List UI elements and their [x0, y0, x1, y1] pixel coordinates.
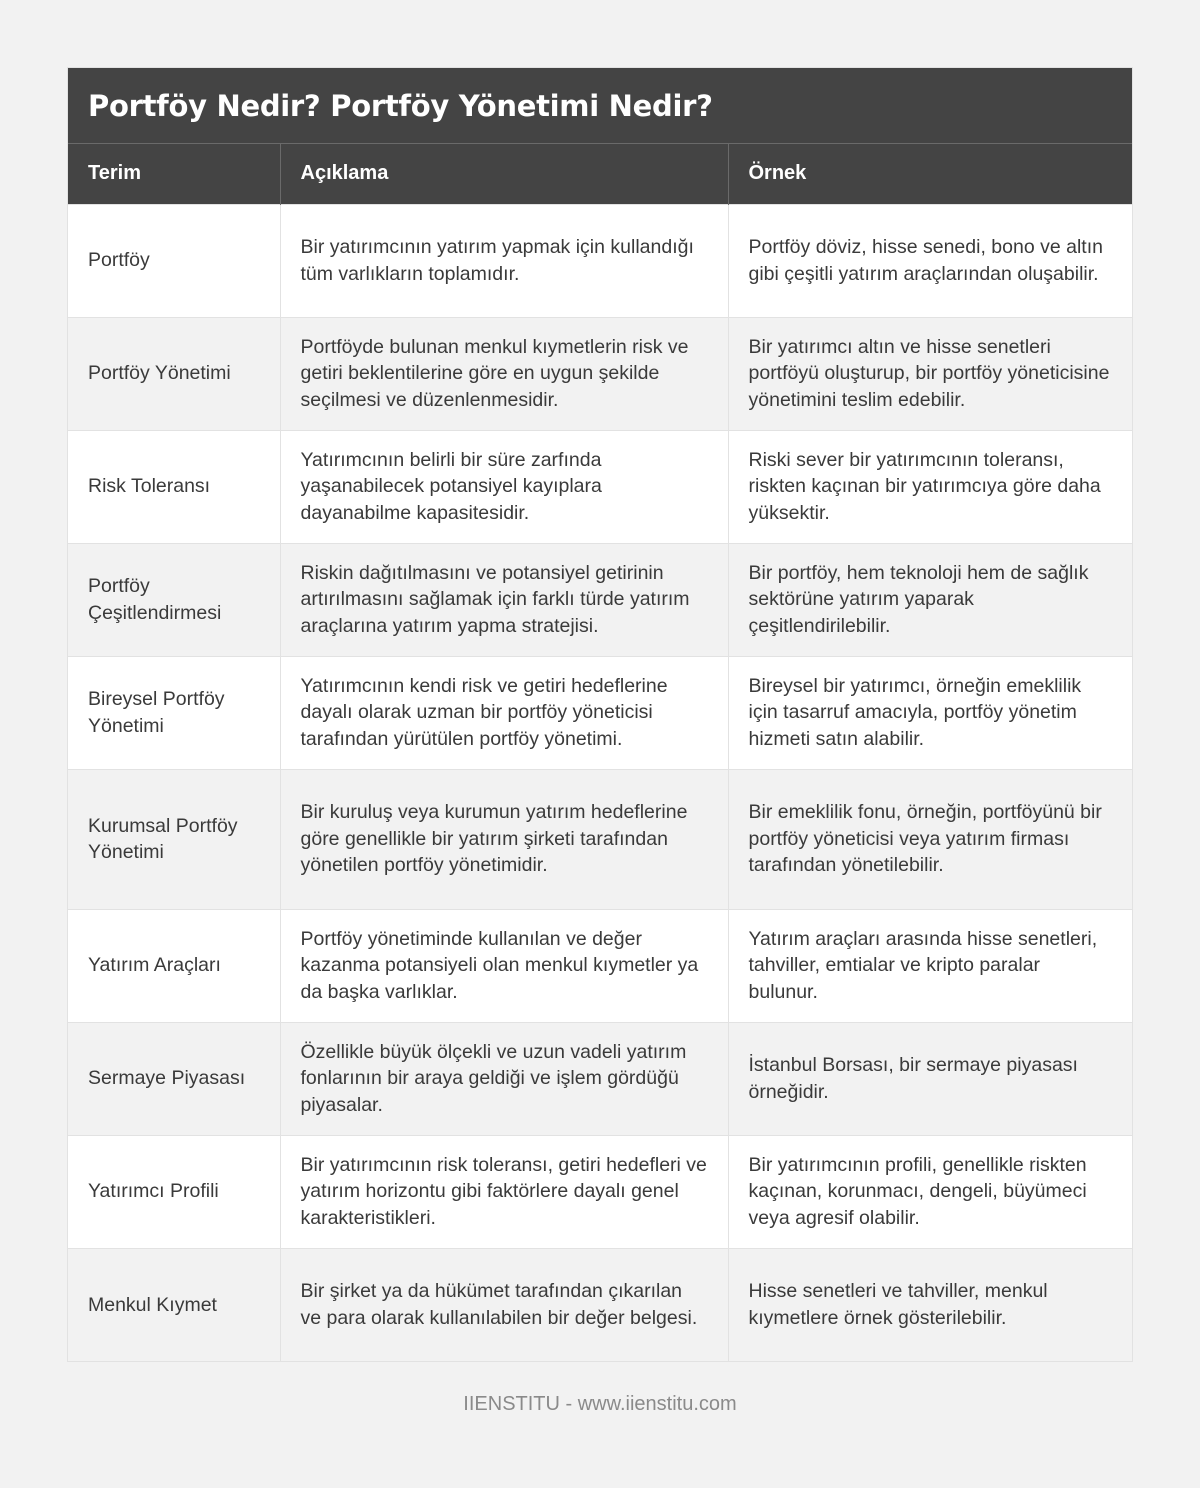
- example-cell: Bir yatırımcının profili, genellikle riskten kaçınan, korunmacı, dengeli, büyümeci veya agresif olabilir.: [728, 1135, 1132, 1248]
- table-row: [68, 656, 1132, 769]
- glossary-table: [68, 144, 1132, 1361]
- term-cell: Portföy Çeşitlendirmesi: [68, 543, 280, 656]
- column-header-example: Örnek: [728, 144, 1132, 204]
- description-cell: Bir yatırımcının risk toleransı, getiri hedefleri ve yatırım horizontu gibi faktörlere dayalı genel karakteristikleri.: [280, 1135, 728, 1248]
- example-cell: İstanbul Borsası, bir sermaye piyasası örneğidir.: [728, 1022, 1132, 1135]
- footer-credit: IIENSTITU - www.iienstitu.com: [463, 1393, 737, 1415]
- term-cell: Menkul Kıymet: [68, 1248, 280, 1361]
- description-cell: Yatırımcının kendi risk ve getiri hedeflerine dayalı olarak uzman bir portföy yöneticisi tarafından yürütülen portföy yönetimi.: [280, 656, 728, 769]
- glossary-card: [68, 68, 1132, 1361]
- term-cell: Sermaye Piyasası: [68, 1022, 280, 1135]
- example-cell: Bir portföy, hem teknoloji hem de sağlık sektörüne yatırım yaparak çeşitlendirilebilir.: [728, 543, 1132, 656]
- table-row: [68, 317, 1132, 430]
- column-header-description: Açıklama: [280, 144, 728, 204]
- description-cell: Bir şirket ya da hükümet tarafından çıkarılan ve para olarak kullanılabilen bir değer belgesi.: [280, 1248, 728, 1361]
- table-row: [68, 543, 1132, 656]
- example-cell: Bir yatırımcı altın ve hisse senetleri portföyü oluşturup, bir portföy yöneticisine yönetimini teslim edebilir.: [728, 317, 1132, 430]
- description-cell: Özellikle büyük ölçekli ve uzun vadeli yatırım fonlarının bir araya geldiği ve işlem gördüğü piyasalar.: [280, 1022, 728, 1135]
- description-cell: Portföyde bulunan menkul kıymetlerin risk ve getiri beklentilerine göre en uygun şekilde seçilmesi ve düzenlenmesidir.: [280, 317, 728, 430]
- table-header-row: [68, 144, 1132, 204]
- example-cell: Bireysel bir yatırımcı, örneğin emeklilik için tasarruf amacıyla, portföy yönetim hizmeti satın alabilir.: [728, 656, 1132, 769]
- table-row: [68, 204, 1132, 317]
- table-row: [68, 1022, 1132, 1135]
- example-cell: Bir emeklilik fonu, örneğin, portföyünü bir portföy yöneticisi veya yatırım firması tarafından yönetilebilir.: [728, 769, 1132, 909]
- description-cell: Portföy yönetiminde kullanılan ve değer kazanma potansiyeli olan menkul kıymetler ya da başka varlıklar.: [280, 909, 728, 1022]
- table-row: [68, 1135, 1132, 1248]
- description-cell: Riskin dağıtılmasını ve potansiyel getirinin artırılmasını sağlamak için farklı türde yatırım araçlarına yatırım yapma stratejisi.: [280, 543, 728, 656]
- example-cell: Portföy döviz, hisse senedi, bono ve altın gibi çeşitli yatırım araçlarından oluşabilir.: [728, 204, 1132, 317]
- term-cell: Bireysel Portföy Yönetimi: [68, 656, 280, 769]
- title-bar: [68, 68, 1132, 144]
- term-cell: Kurumsal Portföy Yönetimi: [68, 769, 280, 909]
- term-cell: Yatırım Araçları: [68, 909, 280, 1022]
- table-row: [68, 909, 1132, 1022]
- example-cell: Hisse senetleri ve tahviller, menkul kıymetlere örnek gösterilebilir.: [728, 1248, 1132, 1361]
- term-cell: Risk Toleransı: [68, 430, 280, 543]
- table-row: [68, 1248, 1132, 1361]
- example-cell: Yatırım araçları arasında hisse senetleri, tahviller, emtialar ve kripto paralar bulunur.: [728, 909, 1132, 1022]
- term-cell: Portföy: [68, 204, 280, 317]
- description-cell: Bir yatırımcının yatırım yapmak için kullandığı tüm varlıkların toplamıdır.: [280, 204, 728, 317]
- table-row: [68, 769, 1132, 909]
- table-row: [68, 430, 1132, 543]
- example-cell: Riski sever bir yatırımcının toleransı, riskten kaçınan bir yatırımcıya göre daha yüksektir.: [728, 430, 1132, 543]
- description-cell: Yatırımcının belirli bir süre zarfında yaşanabilecek potansiyel kayıplara dayanabilme kapasitesidir.: [280, 430, 728, 543]
- page-title: Portföy Nedir? Portföy Yönetimi Nedir?: [88, 88, 713, 123]
- description-cell: Bir kuruluş veya kurumun yatırım hedeflerine göre genellikle bir yatırım şirketi tarafından yönetilen portföy yönetimidir.: [280, 769, 728, 909]
- term-cell: Portföy Yönetimi: [68, 317, 280, 430]
- term-cell: Yatırımcı Profili: [68, 1135, 280, 1248]
- column-header-term: Terim: [68, 144, 280, 204]
